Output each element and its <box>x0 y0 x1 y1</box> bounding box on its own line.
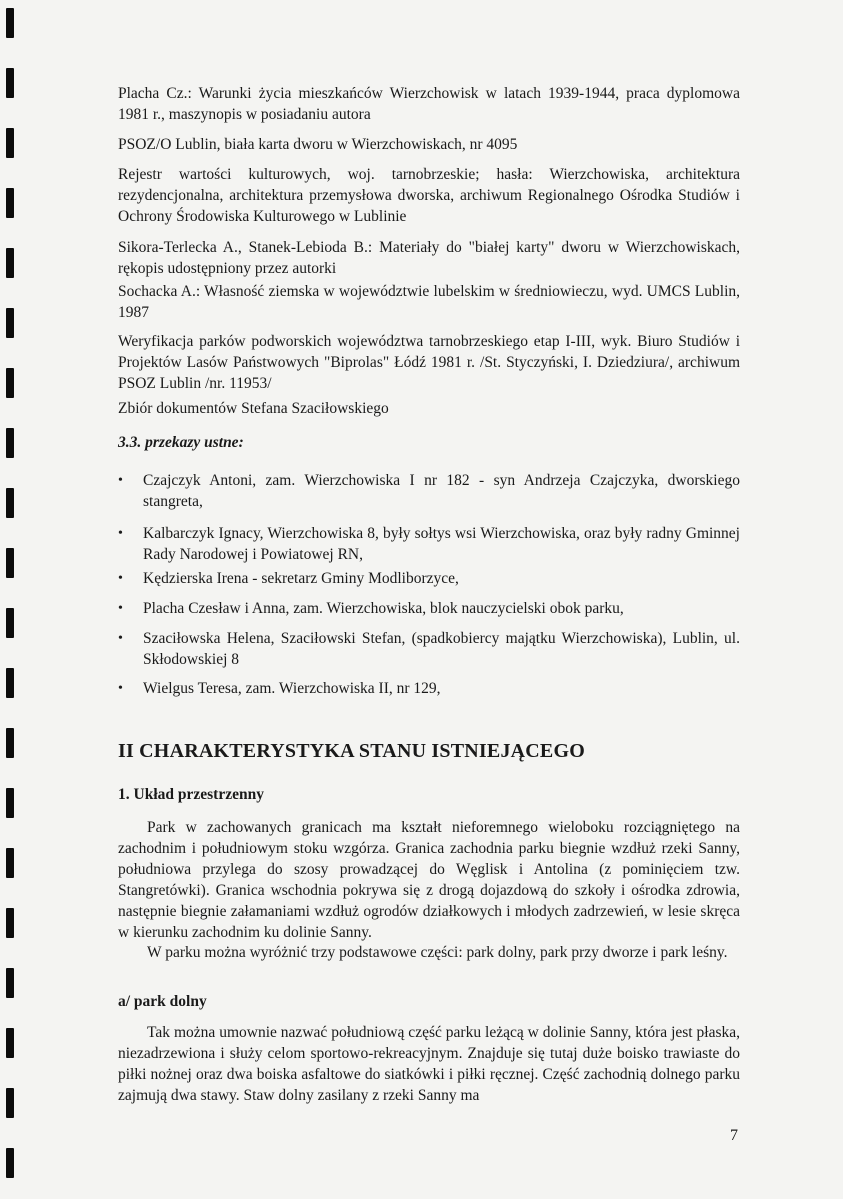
list-item-text: Kędzierska Irena - sekretarz Gminy Modliborzyce, <box>143 570 459 587</box>
reference-entry: PSOZ/O Lublin, biała karta dworu w Wierzchowiskach, nr 4095 <box>118 136 518 153</box>
bullet-icon: • <box>118 631 123 646</box>
binding-hole <box>6 788 14 818</box>
binding-hole <box>6 188 14 218</box>
binding-hole <box>6 308 14 338</box>
binding-hole <box>6 368 14 398</box>
list-item-text: Wielgus Teresa, zam. Wierzchowiska II, nr 129, <box>143 680 441 697</box>
binding-hole <box>6 908 14 938</box>
reference-entry: Sochacka A.: Własność ziemska w województwie lubelskim w średniowieczu, wyd. UMCS Lublin, 1987 <box>118 283 740 321</box>
binding-hole <box>6 1148 14 1178</box>
binding-hole <box>6 668 14 698</box>
bullet-icon: • <box>118 601 123 616</box>
subsection-title: 1. Układ przestrzenny <box>118 786 264 803</box>
binding-hole <box>6 8 14 38</box>
section-title: II CHARAKTERYSTYKA STANU ISTNIEJĄCEGO <box>118 740 585 762</box>
body-paragraph: Tak można umownie nazwać południową część parku leżącą w dolinie Sanny, która jest płaska, niezadrzewiona i służy celom sportowo-rekreacyjnym. Znajduje się tutaj duże boisko trawiaste do piłki nożnej oraz dwa boiska asfaltowe do siatkówki i piłki ręcznej. Część zachodnią dolnego parku zajmują dwa stawy. Staw dolny zasilany z rzeki Sanny ma <box>118 1024 740 1104</box>
binding-hole <box>6 428 14 458</box>
reference-entry: Rejestr wartości kulturowych, woj. tarnobrzeskie; hasła: Wierzchowiska, architektura rezydencjonalna, architektura przemysłowa dworska, archiwum Regionalnego Ośrodka Studiów i Ochrony Środowiska Kulturowego w Lublinie <box>118 166 740 225</box>
bullet-icon: • <box>118 681 123 696</box>
binding-hole <box>6 248 14 278</box>
body-paragraph: W parku można wyróżnić trzy podstawowe części: park dolny, park przy dworze i park leśny. <box>147 944 728 961</box>
binding-hole <box>6 968 14 998</box>
reference-entry: Sikora-Terlecka A., Stanek-Lebioda B.: Materiały do "białej karty" dworu w Wierzchowiskach, rękopis udostępniony przez autorki <box>118 239 740 277</box>
binding-hole <box>6 1088 14 1118</box>
list-item-text: Czajczyk Antoni, zam. Wierzchowiska I nr 182 - syn Andrzeja Czajczyka, dworskiego stangreta, <box>143 472 740 510</box>
body-paragraph: Park w zachowanych granicach ma kształt nieforemnego wieloboku rozciągniętego na zachodnim i południowym stoku wzgórza. Granica zachodnia parku biegnie wzdłuż rzeki Sanny, południowa przylega do szosy prowadzącej do Węglisk i Antolina (z pominięciem tzw. Stangretówki). Granica wschodnia pokrywa się z drogą dojazdową do szkoły i ośrodka zdrowia, następnie biegnie załamaniami wzdłuż ogrodów działkowych i młodych zadrzewień, w lesie skręca w kierunku zachodnim ku dolinie Sanny. <box>118 819 740 941</box>
list-item-text: Szaciłowska Helena, Szaciłowski Stefan, (spadkobiercy majątku Wierzchowiska), Lublin, ul. Skłodowskiej 8 <box>143 630 740 668</box>
subsection-title: a/ park dolny <box>118 993 207 1010</box>
binding-strip <box>6 0 20 1199</box>
oral-sources-heading: 3.3. przekazy ustne: <box>118 434 244 451</box>
binding-hole <box>6 548 14 578</box>
page-number: 7 <box>730 1127 738 1144</box>
bullet-icon: • <box>118 473 123 488</box>
bullet-icon: • <box>118 571 123 586</box>
list-item-text: Placha Czesław i Anna, zam. Wierzchowiska, blok nauczycielski obok parku, <box>143 600 624 617</box>
binding-hole <box>6 488 14 518</box>
list-item-text: Kalbarczyk Ignacy, Wierzchowiska 8, były sołtys wsi Wierzchowiska, oraz były radny Gminnej Rady Narodowej i Powiatowej RN, <box>143 525 740 563</box>
binding-hole <box>6 68 14 98</box>
binding-hole <box>6 728 14 758</box>
binding-hole <box>6 1028 14 1058</box>
binding-hole <box>6 848 14 878</box>
reference-entry: Placha Cz.: Warunki życia mieszkańców Wierzchowisk w latach 1939-1944, praca dyplomowa 1981 r., maszynopis w posiadaniu autora <box>118 85 740 123</box>
reference-entry: Zbiór dokumentów Stefana Szaciłowskiego <box>118 400 389 417</box>
reference-entry: Weryfikacja parków podworskich województwa tarnobrzeskiego etap I-III, wyk. Biuro Studiów i Projektów Lasów Państwowych "Biprolas" Łódź 1981 r. /St. Styczyński, I. Dziedziura/, archiwum PSOZ Lublin /nr. 11953/ <box>118 333 740 392</box>
binding-hole <box>6 608 14 638</box>
binding-hole <box>6 128 14 158</box>
bullet-icon: • <box>118 526 123 541</box>
